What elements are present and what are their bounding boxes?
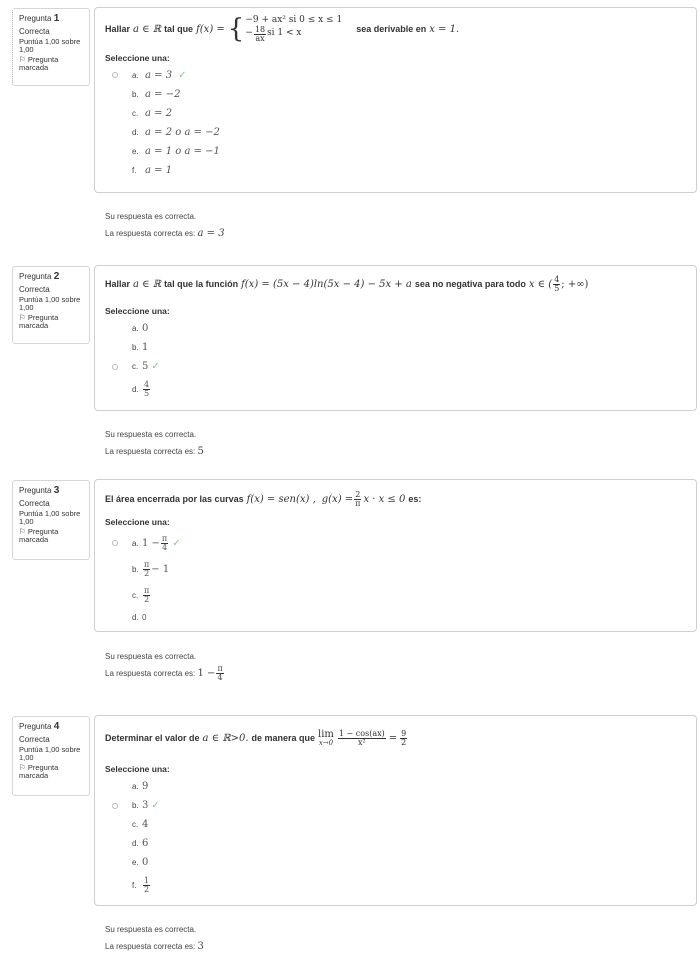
feedback [105, 922, 204, 956]
option-a[interactable]: a. 9 [132, 781, 149, 792]
select-one-label: Seleccione una: [105, 52, 170, 63]
flag-question-link[interactable]: ⚐ Pregunta marcada [19, 55, 59, 73]
option-a[interactable]: a. 1 − $\frac{\pi}{4}$ ✓ [105, 530, 686, 556]
question-number: Pregunta 4 [19, 721, 60, 732]
flag-icon: ⚐ [19, 313, 26, 323]
question-number: Pregunta 2 [19, 271, 60, 282]
option-b[interactable]: b. 1 [132, 342, 149, 353]
select-one-label: Seleccione una: [105, 306, 170, 316]
feedback-text: Su respuesta es correcta. [105, 212, 197, 221]
select-one-label: Seleccione una: [105, 764, 170, 774]
option-c[interactable]: c. 4 [132, 819, 149, 830]
question-info-3 [12, 480, 90, 560]
radio-button[interactable] [112, 803, 118, 809]
question-state: Correcta [19, 498, 50, 508]
flag-icon: ⚐ [19, 763, 26, 773]
correct-answer: La respuesta correcta es: 3 [105, 941, 204, 953]
question-grade: Puntúa 1,00 sobre 1,00 [19, 744, 81, 762]
question-number: Pregunta 1 [19, 13, 60, 24]
option-c[interactable]: c. a = 2 [132, 107, 173, 119]
check-icon: ✓ [151, 361, 160, 372]
feedback [105, 649, 225, 683]
select-one-label: Seleccione una: [105, 517, 170, 527]
feedback-text: Su respuesta es correcta. [105, 430, 197, 439]
flag-question-link[interactable]: ⚐ Pregunta marcada [19, 527, 59, 545]
question-content-1 [94, 7, 697, 193]
correct-answer: La respuesta correcta es: 1 − $\frac{\pi}{4}$ [105, 664, 223, 683]
feedback [105, 427, 204, 461]
option-d[interactable]: d. a = 2 o a = −2 [132, 126, 220, 138]
question-info-4 [12, 716, 90, 796]
question-text: Determinar el valor de a ∈ ℝ>0. de manera que lim x→0 $\frac{1 - \cos(ax)}{\text{x²}}$ = $\frac{9}{2}$ [105, 728, 407, 747]
flag-question-link[interactable]: ⚐ Pregunta marcada [19, 313, 59, 331]
question-info-2 [12, 266, 90, 344]
feedback-text: Su respuesta es correcta. [105, 652, 197, 661]
check-icon: ✓ [178, 69, 187, 81]
option-d[interactable]: d. 0 [132, 613, 147, 622]
question-text: El área encerrada por las curvas f(x) = sen(x) , g(x) = $\frac{2}{\pi}$ x · x ≤ 0 es: [105, 489, 422, 508]
option-a[interactable]: a. a = 3 ✓ [105, 66, 686, 85]
radio-button[interactable] [112, 540, 118, 546]
question-text: Hallar a ∈ ℝ tal que la función f(x) = (5x − 4)ln(5x − 4) − 5x + a sea no negativa para todo x ∈ ( $\frac{4}{5}$ ; +∞) [105, 274, 589, 293]
feedback [105, 209, 225, 243]
option-c[interactable]: c. $\frac{\pi}{2}$ [132, 585, 150, 604]
question-grade: Puntúa 1,00 sobre 1,00 [19, 36, 81, 54]
option-d[interactable]: d. $\frac{4}{5}$ [132, 379, 150, 398]
option-f[interactable]: f. a = 1 [132, 164, 173, 176]
question-state: Correcta [19, 284, 50, 294]
option-c[interactable]: c. 5 ✓ [105, 357, 686, 376]
question-number: Pregunta 3 [19, 485, 60, 496]
question-state: Correcta [19, 26, 50, 36]
option-f[interactable]: f. $\frac{1}{2}$ [132, 875, 150, 894]
check-icon: ✓ [151, 800, 160, 811]
flag-icon: ⚐ [19, 527, 26, 537]
option-e[interactable]: e. a = 1 o a = −1 [132, 145, 220, 157]
question-content-3 [94, 479, 697, 632]
question-content-2 [94, 265, 697, 411]
correct-answer: La respuesta correcta es: a = 3 [105, 228, 225, 240]
check-icon: ✓ [172, 537, 181, 549]
question-info-1 [12, 8, 90, 86]
question-grade: Puntúa 1,00 sobre 1,00 [19, 508, 81, 526]
option-b[interactable]: b. 3 ✓ [105, 796, 686, 815]
option-e[interactable]: e. 0 [132, 857, 149, 868]
flag-question-link[interactable]: ⚐ Pregunta marcada [19, 763, 59, 781]
question-text: Hallar a ∈ ℝ tal que f(x) = { −9 + ax² si 0 ≤ x ≤ 1 − $\frac{18}{ax}$ si 1 < x sea derivable en x = 1. [105, 14, 460, 45]
correct-answer: La respuesta correcta es: 5 [105, 446, 204, 458]
radio-button[interactable] [112, 72, 118, 78]
radio-button[interactable] [112, 364, 118, 370]
option-a[interactable]: a. 0 [132, 323, 149, 334]
flag-icon: ⚐ [19, 55, 26, 65]
question-state: Correcta [19, 734, 50, 744]
question-grade: Puntúa 1,00 sobre 1,00 [19, 294, 81, 312]
option-b[interactable]: b. $\frac{\pi}{2}$ − 1 [132, 559, 170, 578]
option-b[interactable]: b. a = −2 [132, 88, 181, 100]
feedback-text: Su respuesta es correcta. [105, 925, 197, 934]
option-d[interactable]: d. 6 [132, 838, 149, 849]
question-content-4 [94, 715, 697, 906]
